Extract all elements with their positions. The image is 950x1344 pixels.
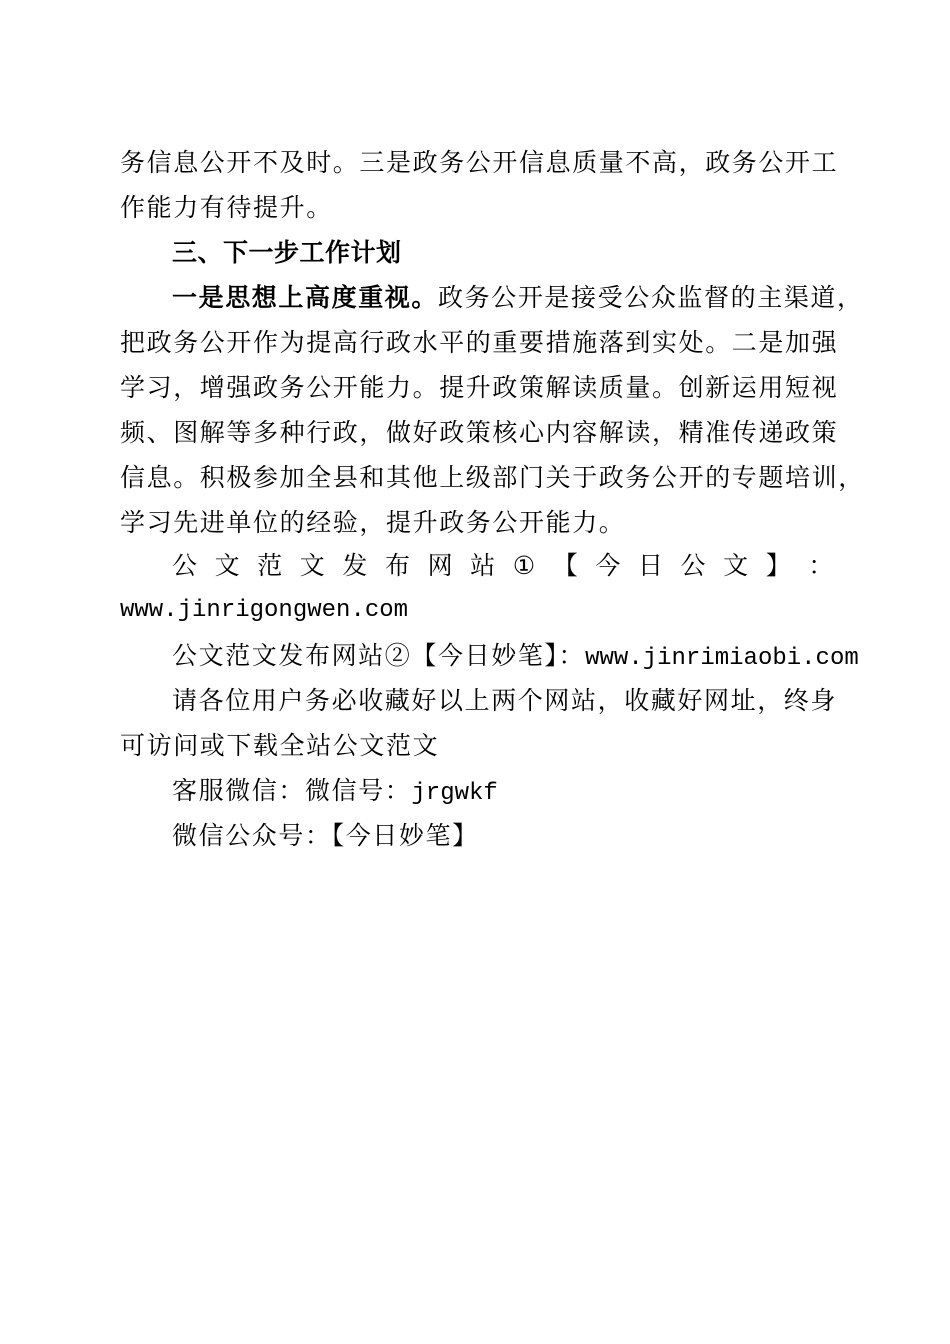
site2-url: www.jinrimiaobi.com [585,645,859,672]
paragraph-lead: 一是思想上高度重视。 [172,283,439,312]
site1-char: 文 [723,551,750,580]
paragraph-line: 学习先进单位的经验，提升政务公开能力。 [120,508,626,537]
service-line [172,776,835,809]
site1-url: www.jinrigongwen.com [120,597,409,624]
public-account-line: 微信公众号：【今日妙笔】 [172,821,479,850]
paragraph-line: 作能力有待提升。 [120,193,333,222]
service-label: 客服微信：微信号： [172,776,412,805]
site1-char: 网 [427,551,455,580]
site1-char: 今 [595,551,622,580]
site1-char: 日 [637,551,665,580]
site1-char: 文 [299,551,327,580]
site1-char: 【 [552,551,580,580]
paragraph-line [172,283,864,313]
section-heading: 三、下一步工作计划 [172,238,402,267]
notice-line: 请各位用户务必收藏好以上两个网站，收藏好网址，终身 [172,686,838,715]
paragraph-line: 把政务公开作为提高行政水平的重要措施落到实处。二是加强 [120,328,839,357]
site1-char: 站 [470,551,497,580]
paragraph-line: 频、图解等多种行政，做好政策核心内容解读，精准传递政策 [120,418,839,447]
paragraph-line: 学习，增强政务公开能力。提升政策解读质量。创新运用短视 [120,373,839,402]
site1-char: ① [512,551,537,580]
site1-char: 公 [172,551,199,580]
site1-char: 公 [680,551,708,580]
site1-char: 发 [342,551,369,580]
paragraph-line: 务信息公开不及时。三是政务公开信息质量不高，政务公开工 [120,148,839,177]
service-id: jrgwkf [411,780,498,807]
paragraph-text: 政务公开是接受公众监督的主渠道， [438,283,864,312]
paragraph-line: 信息。积极参加全县和其他上级部门关于政务公开的专题培训， [120,463,865,492]
site1-char: 布 [384,551,412,580]
site1-label [172,551,835,581]
site1-char: ： [808,551,835,580]
site2-label: 公文范文发布网站②【今日妙笔】： [172,641,586,670]
site1-char: 】 [765,551,793,580]
site2-line [172,641,859,674]
notice-line: 可访问或下载全站公文范文 [120,731,440,760]
site1-char: 文 [214,551,242,580]
site1-char: 范 [257,551,284,580]
